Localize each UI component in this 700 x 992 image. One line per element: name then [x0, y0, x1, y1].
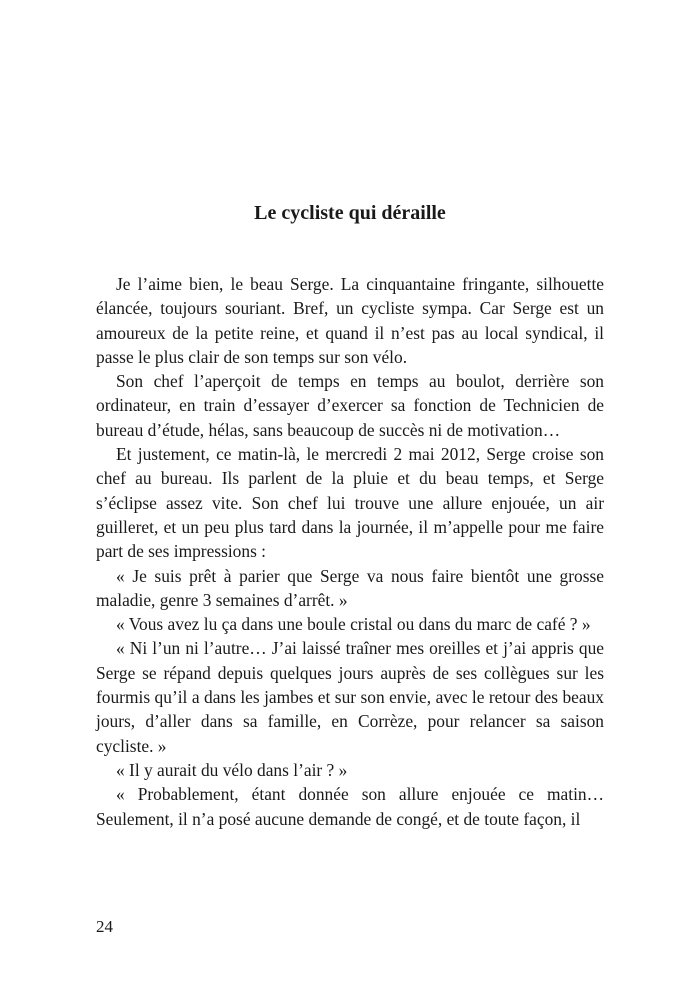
paragraph: « Il y aurait du vélo dans l’air ? »	[116, 759, 348, 780]
chapter-body	[96, 272, 604, 831]
paragraph: « Ni l’un ni l’autre… J’ai laissé traîner mes oreilles et j’ai appris que Serge se répand depuis quelques jours auprès de ses collègues sur les fourmis qu’il a dans les jambes et sur son envie, avec le retour des beaux jours, d’aller dans sa famille, en Corrèze, pour relancer sa saison cycliste. »	[96, 638, 604, 756]
paragraph: « Probablement, étant donnée son allure enjouée ce matin… Seulement, il n’a posé aucune demande de congé, et de toute façon, il	[96, 784, 604, 829]
chapter-title: Le cycliste qui déraille	[254, 202, 446, 224]
paragraph: « Vous avez lu ça dans une boule cristal ou dans du marc de café ? »	[116, 614, 591, 635]
paragraph: Je l’aime bien, le beau Serge. La cinquantaine fringante, silhouette élancée, toujours souriant. Bref, un cycliste sympa. Car Serge est un amoureux de la petite reine, et quand il n’est pas au local syndical, il passe le plus clair de son temps sur son vélo.	[96, 274, 604, 367]
page-number: 24	[96, 917, 113, 936]
paragraph: « Je suis prêt à parier que Serge va nous faire bientôt une grosse maladie, genre 3 semaines d’arrêt. »	[96, 565, 604, 610]
paragraph: Son chef l’aperçoit de temps en temps au boulot, derrière son ordinateur, en train d’essayer d’exercer sa fonction de Technicien de bureau d’étude, hélas, sans beaucoup de succès ni de motivation…	[96, 371, 604, 440]
paragraph: Et justement, ce matin-là, le mercredi 2 mai 2012, Serge croise son chef au bureau. Ils parlent de la pluie et du beau temps, et Serge s’éclipse assez vite. Son chef lui trouve une allure enjouée, un air guilleret, et un peu plus tard dans la journée, il m’appelle pour me faire part de ses impressions :	[96, 444, 604, 562]
